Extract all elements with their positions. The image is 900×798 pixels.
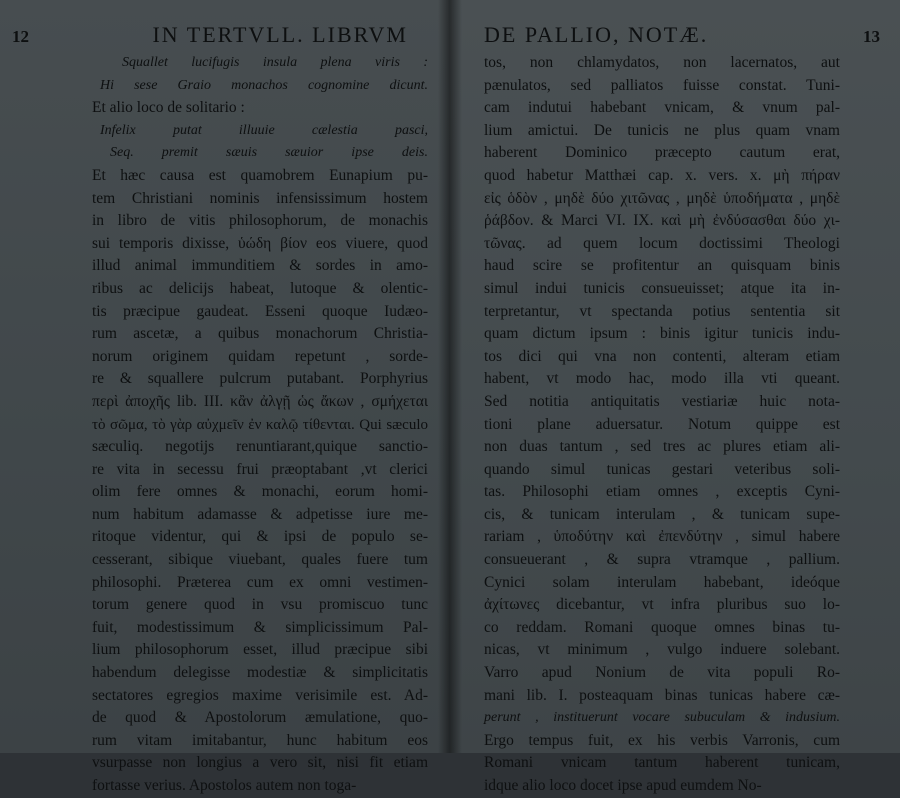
text-line: Ergo tempus fuit, ex his verbis Varronis, cum	[484, 731, 840, 749]
text-line: philosophi. Præterea cum ex omni vestimen-	[92, 573, 428, 591]
text-line: fuit, modestissimum & simplicissimum Pal-	[92, 618, 428, 636]
text-line: ῥάβδον. & Marci VI. IX. καὶ μὴ ἐνδύσασθαι δύο χι-	[484, 212, 840, 230]
text-line: mani lib. I. posteaquam binas tunicas habere cæ-	[484, 686, 840, 704]
text-line: vsurpasse non longius a vero sit, nisi fit etiam	[92, 754, 428, 772]
text-line: ribus ac delicijs habeat, lutoque & olentic-	[92, 279, 428, 297]
text-line: pænulatos, sed palliatos fuisse constat. Tuni-	[484, 76, 840, 94]
text-line: τὸ σῶμα, τὸ γὰρ αὐχμεῖν ἐν καλῷ τίθενται. Qui sæculo	[92, 416, 428, 433]
right-running-head	[484, 22, 880, 50]
text-line: Squallet lucifugis insula plena viris :	[122, 55, 428, 70]
text-line: Infelix putat illuuie cælestia pasci,	[100, 122, 428, 138]
text-line: tos dici qui vna non contenti, alteram etiam	[484, 347, 840, 365]
text-line: re & squallere pulcrum putabant. Porphyrius	[92, 370, 428, 388]
text-line: perunt , instituerunt vocare subuculam & indusium.	[484, 710, 840, 726]
text-line: simul indui tunicis consueuisset; atque ita in-	[484, 279, 840, 297]
text-line: terpretantur, vt spectanda potius sententia sit	[484, 302, 840, 320]
text-line: illud animal immunditiem & sordes in amo-	[92, 257, 428, 275]
text-line: sæculiq. negotijs renuntiarant,quique sanctio-	[92, 438, 428, 456]
text-line: olim fere omnes & monachi, eorum homi-	[92, 483, 428, 501]
right-running-title: DE PALLIO, NOTÆ.	[484, 22, 709, 47]
text-line: consueuerant , & supra vtramque , pallium.	[484, 551, 840, 569]
text-line: sui temporis dixisse, ὑώδη βίον eos viuere, quod	[92, 234, 428, 252]
text-line: tas. Philosophi etiam omnes , exceptis Cyni-	[484, 483, 840, 501]
text-line: idque alio loco docet ipse apud eumdem No-	[484, 777, 762, 794]
text-line: quam dictum ipsum : binis igitur tunicis indu-	[484, 325, 840, 343]
text-line: habent, vt modo hac, modo illa vti queant.	[484, 370, 840, 388]
text-line: ἀχίτωνες dicebantur, vt infra pluribus suo lo-	[484, 596, 840, 614]
text-line: εἰς ὁδὸν , μηδὲ δύο χιτῶνας , μηδὲ ὑποδήματα , μηδὲ	[484, 189, 840, 207]
left-running-head	[12, 22, 408, 50]
left-page	[0, 0, 450, 794]
text-line: lium amictui. De tunicis ne plus quam vnam	[484, 121, 840, 139]
text-line: re vita in secessu frui præoptabant ,vt clerici	[92, 460, 428, 478]
text-line: de quod & Apostolorum æmulatione, quo-	[92, 709, 428, 727]
text-line: nicas, vt minimum , vulgo induere solebant.	[484, 641, 840, 659]
text-line: ritoque videntur, qui & ipsi de populo se-	[92, 528, 428, 546]
text-line: rum ascetæ, a quibus monachorum Christia-	[92, 325, 428, 343]
text-line: fortasse verius. Apostolos autem non toga-	[92, 777, 357, 794]
text-line: habendum delegisse modestiæ & simplicitatis	[92, 664, 428, 682]
text-line: cis, & tunicam interulam , & tunicam supe-	[484, 505, 840, 523]
text-line: περὶ ἀποχῆς lib. III. κἂν ἀλγῇ ὡς ἄκων , σμήχεται	[92, 392, 428, 410]
left-page-number: 12	[12, 27, 29, 46]
text-line: sectatores egregios maxime verisimile est. Ad-	[92, 686, 428, 704]
text-line: tis præcipue gaudeat. Esseni quoque Iudæo-	[92, 302, 428, 320]
text-line: quod habetur Matthæi cap. x. vers. x. μὴ πήραν	[484, 166, 840, 184]
text-line: haud scire se profitentur an quisquam binis	[484, 257, 840, 275]
text-line: cesserant, sibique viuebant, quales fuere tum	[92, 551, 428, 569]
book-gutter	[438, 0, 462, 753]
text-line: tioni plane aduersatur. Notum quippe est	[484, 415, 840, 433]
text-line: Cynici solam interulam habebant, ideóque	[484, 573, 840, 591]
left-text-block	[92, 52, 428, 798]
text-line: Et hæc causa est quamobrem Eunapium pu-	[92, 166, 428, 184]
text-line: rariam , ὑποδύτην καὶ ἐπενδύτην , simul habere	[484, 528, 840, 546]
right-text-block	[484, 52, 840, 798]
text-line: cam indutui habebant vnicam, & vnum pal-	[484, 99, 840, 117]
text-line: torum genere quod in vsu promiscuo tunc	[92, 596, 428, 614]
text-line: Et alio loco de solitario :	[92, 99, 245, 117]
text-line: rum vitam imitabantur, hunc habitum eos	[92, 731, 428, 749]
text-line: lium philosophorum esset, illud præcipue sibi	[92, 641, 428, 659]
right-page-number: 13	[863, 27, 880, 46]
text-line: τῶνας. ad quem locum doctissimi Theologi	[484, 234, 840, 252]
text-line: co reddam. Romani quoque omnes binas tu-	[484, 618, 840, 636]
text-line: in libro de vitis philosophorum, de monachis	[92, 212, 428, 230]
right-page	[450, 0, 900, 794]
text-line: Romani vnicam tantum haberent tunicam,	[484, 754, 840, 772]
text-line: Sed notitia antiquitatis vestiariæ huic nota-	[484, 392, 840, 410]
text-line: non duas tantum , sed tres ac plures etiam ali-	[484, 438, 840, 456]
text-line: Varro apud Nonium de vita populi Ro-	[484, 664, 840, 682]
text-line: quando simul tunicas gestari veteribus soli-	[484, 460, 840, 478]
text-line: Hi sese Graio monachos cognomine dicunt.	[100, 77, 428, 93]
text-line: Seq. premit sæuis sæuior ipse deis.	[110, 145, 428, 161]
text-line: num habitum adamasse & adpetisse iure me-	[92, 505, 428, 523]
text-line: tos, non chlamydatos, non lacernatos, aut	[484, 54, 840, 71]
text-line: haberent Dominico præcepto cautum erat,	[484, 144, 840, 162]
left-running-title: IN TERTVLL. LIBRVM	[152, 22, 408, 47]
text-line: norum originem quidam repetunt , sorde-	[92, 347, 428, 365]
text-line: tem Christiani nominis infensissimum hostem	[92, 189, 428, 207]
